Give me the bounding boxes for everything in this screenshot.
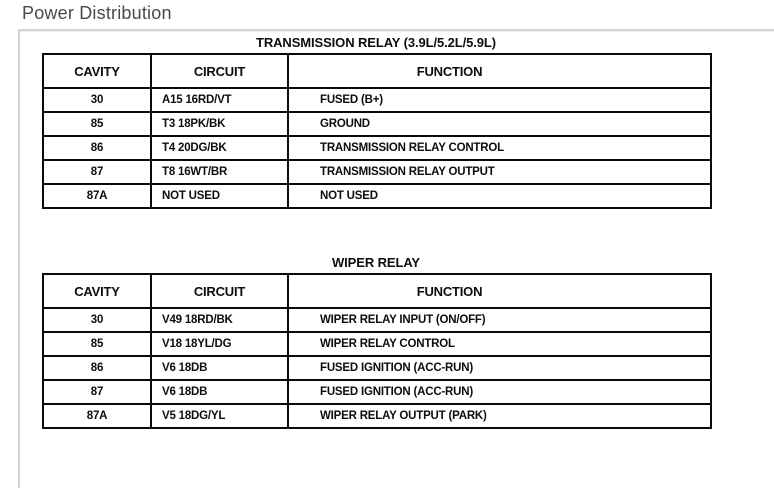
table-row — [43, 88, 711, 112]
table-row — [43, 112, 711, 136]
table-row — [43, 380, 711, 404]
table-cell: T8 16WT/BR — [151, 160, 288, 184]
table-row — [43, 356, 711, 380]
table-cell: 30 — [43, 308, 151, 332]
column-header-function: FUNCTION — [288, 274, 711, 308]
table-cell: A15 16RD/VT — [151, 88, 288, 112]
wiper-relay-section — [42, 255, 710, 429]
table-title: WIPER RELAY — [332, 255, 420, 270]
table-cell: FUSED (B+) — [288, 88, 711, 112]
transmission-relay-section — [42, 35, 710, 209]
column-header-cavity: CAVITY — [43, 274, 151, 308]
table-cell: 86 — [43, 136, 151, 160]
column-header-circuit: CIRCUIT — [151, 274, 288, 308]
table-cell: FUSED IGNITION (ACC-RUN) — [288, 380, 711, 404]
table-cell: 85 — [43, 112, 151, 136]
table-cell: 87A — [43, 184, 151, 208]
table-row — [43, 136, 711, 160]
table-cell: V49 18RD/BK — [151, 308, 288, 332]
page-title: Power Distribution — [22, 3, 172, 23]
table-cell: TRANSMISSION RELAY OUTPUT — [288, 160, 711, 184]
table-row — [43, 308, 711, 332]
table-cell: 30 — [43, 88, 151, 112]
table-cell: NOT USED — [151, 184, 288, 208]
table-row — [43, 184, 711, 208]
table-cell: 87A — [43, 404, 151, 428]
table-cell: WIPER RELAY INPUT (ON/OFF) — [288, 308, 711, 332]
table-cell: V6 18DB — [151, 356, 288, 380]
header-row — [43, 54, 711, 88]
table-cell: T3 18PK/BK — [151, 112, 288, 136]
table-cell: TRANSMISSION RELAY CONTROL — [288, 136, 711, 160]
wiper-relay-table — [42, 273, 712, 429]
column-header-function: FUNCTION — [288, 54, 711, 88]
table-row — [43, 404, 711, 428]
table-row — [43, 332, 711, 356]
transmission-relay-table — [42, 53, 712, 209]
table-cell: FUSED IGNITION (ACC-RUN) — [288, 356, 711, 380]
table-cell: NOT USED — [288, 184, 711, 208]
table-cell: WIPER RELAY OUTPUT (PARK) — [288, 404, 711, 428]
table-cell: T4 20DG/BK — [151, 136, 288, 160]
table-cell: V5 18DG/YL — [151, 404, 288, 428]
table-title: TRANSMISSION RELAY (3.9L/5.2L/5.9L) — [256, 35, 496, 50]
document-panel — [18, 29, 774, 488]
table-cell: 86 — [43, 356, 151, 380]
table-cell: WIPER RELAY CONTROL — [288, 332, 711, 356]
table-cell: GROUND — [288, 112, 711, 136]
column-header-cavity: CAVITY — [43, 54, 151, 88]
table-cell: 87 — [43, 160, 151, 184]
table-cell: V6 18DB — [151, 380, 288, 404]
header-row — [43, 274, 711, 308]
table-cell: 85 — [43, 332, 151, 356]
column-header-circuit: CIRCUIT — [151, 54, 288, 88]
table-row — [43, 160, 711, 184]
table-cell: V18 18YL/DG — [151, 332, 288, 356]
table-cell: 87 — [43, 380, 151, 404]
